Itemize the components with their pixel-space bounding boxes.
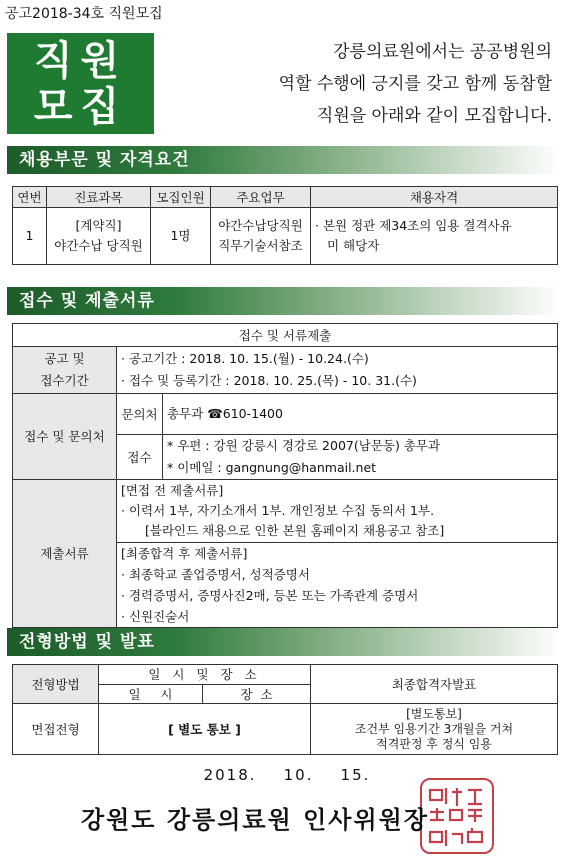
- qualification-table: [12, 186, 558, 265]
- section-header-selection: 전형방법 및 발표: [7, 628, 562, 656]
- banner-line1: 직원: [33, 37, 128, 84]
- final-label: 최종합격자발표: [311, 665, 558, 704]
- intro-line: 강릉의료원에서는 공공병원의: [333, 42, 552, 62]
- docs-before-interview: [117, 480, 558, 543]
- application-table: [12, 323, 558, 628]
- final-value: [311, 704, 558, 755]
- docs-line: · 신원진술서: [121, 609, 190, 624]
- table-row: [13, 347, 558, 394]
- dept-cell: [47, 208, 151, 265]
- period-line: · 접수 및 등록기간 : 2018. 10. 25.(목) - 10. 31.(수): [121, 373, 417, 388]
- banner-line2: 모집: [33, 83, 128, 130]
- inquiry-label: 문의처: [117, 394, 163, 435]
- row-number: 1: [13, 208, 47, 265]
- period-value: [117, 347, 558, 394]
- receipt-label: 접수: [117, 435, 163, 480]
- duty-cell: [211, 208, 311, 265]
- table-row: [13, 704, 558, 755]
- intro-text: [160, 36, 552, 132]
- final-line: 조건부 임용기간 3개월을 거쳐: [354, 721, 514, 736]
- docs-line: [최종합격 후 제출서류]: [121, 546, 248, 561]
- method-label: 전형방법: [13, 665, 99, 704]
- receipt-line: * 우편 : 강원 강릉시 경강로 2007(남문동) 총무과: [167, 438, 441, 453]
- section-header-qualification: 채용부문 및 자격요건: [7, 146, 562, 174]
- duty-line: 직무기술서참조: [218, 238, 303, 253]
- receipt-line: * 이메일 : gangnung@hanmail.net: [167, 460, 377, 475]
- intro-line: 역할 수행에 긍지를 갖고 함께 동참할: [278, 74, 552, 94]
- time-label: 일 시: [99, 684, 203, 704]
- col-header: 모집인원: [151, 187, 211, 208]
- qualification-cell: [311, 208, 558, 265]
- table-row: [13, 394, 558, 435]
- col-header: 채용자격: [311, 187, 558, 208]
- docs-after-pass: [117, 543, 558, 628]
- table-row: [13, 665, 558, 685]
- schedule-label: 일 시 및 장 소: [99, 665, 311, 685]
- dept-tag: [계약직]: [75, 218, 122, 233]
- schedule-value: [ 별도 통보 ]: [99, 704, 311, 755]
- period-label-line: 공고 및: [44, 351, 85, 366]
- table-title: 접수 및 서류제출: [13, 324, 558, 347]
- recruit-banner: [7, 33, 154, 134]
- contact-label: 접수 및 문의처: [13, 394, 117, 480]
- table-row: [13, 480, 558, 543]
- docs-line: · 최종학교 졸업증명서, 성적증명서: [121, 567, 310, 582]
- selection-table: [12, 664, 558, 755]
- docs-line: · 이력서 1부, 자기소개서 1부. 개인정보 수집 동의서 1부.: [121, 503, 435, 518]
- dept-name: 야간수납 당직원: [54, 238, 143, 253]
- col-header: 주요업무: [211, 187, 311, 208]
- qual-line: 미 해당자: [327, 238, 380, 253]
- inquiry-value: 총무과 ☎610-1400: [163, 394, 558, 435]
- place-label: 장 소: [203, 684, 311, 704]
- table-row: [13, 208, 558, 265]
- method-value: 면접전형: [13, 704, 99, 755]
- period-label: [13, 347, 117, 394]
- signature: 강원도 강릉의료원 인사위원장: [80, 806, 430, 834]
- period-line: · 공고기간 : 2018. 10. 15.(월) - 10.24.(수): [121, 351, 369, 366]
- notice-number: 공고2018-34호 직원모집: [5, 6, 163, 22]
- qual-line: · 본원 정관 제34조의 임용 결격사유: [315, 218, 512, 233]
- receipt-value: [163, 435, 558, 480]
- docs-line: · 경력증명서, 증명사진2매, 등본 또는 가족관계 증명서: [121, 588, 419, 603]
- final-line: 적격판정 후 정식 임용: [376, 736, 492, 751]
- count-cell: 1명: [151, 208, 211, 265]
- duty-line: 야간수납당직원: [218, 218, 303, 233]
- docs-line: [면접 전 제출서류]: [121, 483, 224, 498]
- col-header: 진료과목: [47, 187, 151, 208]
- table-header-row: [13, 187, 558, 208]
- notice-date: 2018. 10. 15.: [203, 766, 371, 784]
- col-header: 연번: [13, 187, 47, 208]
- docs-line: [블라인드 채용으로 인한 본원 홈페이지 채용공고 참조]: [145, 523, 445, 538]
- intro-line: 직원을 아래와 같이 모집합니다.: [316, 106, 552, 126]
- period-label-line: 접수기간: [40, 373, 89, 388]
- table-row: [13, 324, 558, 347]
- final-line: [별도통보]: [406, 706, 462, 721]
- section-header-application: 접수 및 제출서류: [7, 287, 562, 315]
- docs-label: 제출서류: [13, 480, 117, 628]
